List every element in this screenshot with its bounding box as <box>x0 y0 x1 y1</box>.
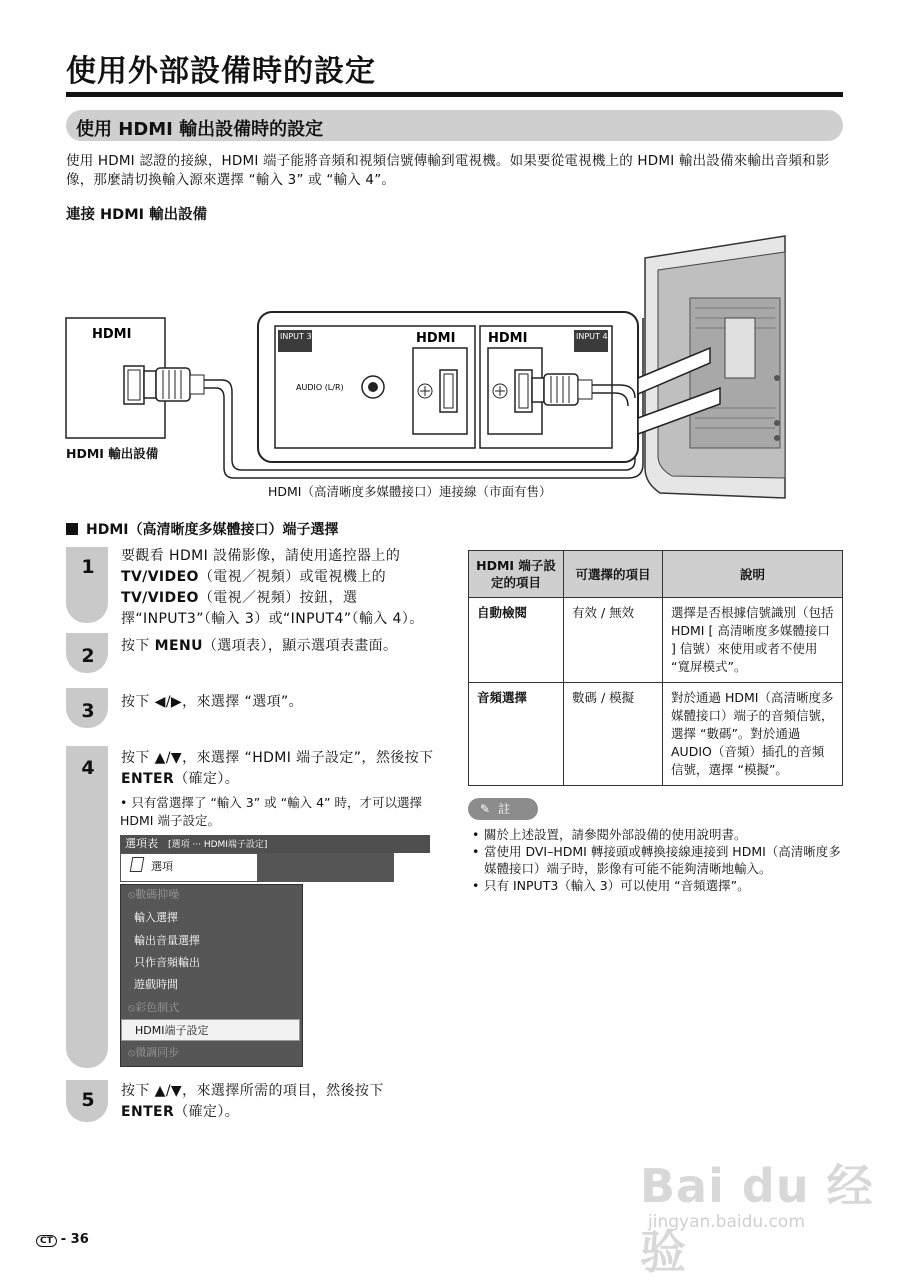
step-4-text: 按下 ▲/▼，來選擇 “HDMI 端子設定”，然後按下 ENTER（確定）。 <box>121 750 434 787</box>
table-row <box>469 598 843 683</box>
step-4-number: 4 <box>81 757 95 779</box>
table-row <box>469 683 843 786</box>
connection-subhead: 連接 HDMI 輸出設備 <box>66 207 208 223</box>
step-1-text: 要觀看 HDMI 設備影像，請使用遙控器上的 TV/VIDEO（電視／視頻）或電視機上的 TV/VIDEO（電視／視頻）按鈕，選擇“INPUT3”（輸入 3）或“INPUT4”（輸入 4）。 <box>121 548 424 627</box>
hdmi-connection-diagram <box>60 228 790 503</box>
page-number: 36 <box>70 1232 89 1247</box>
step-2-text: 按下 MENU（選項表），顯示選項表畫面。 <box>121 638 398 654</box>
watermark-brand: Bai du 经验 <box>640 1159 874 1279</box>
osd-tab-options[interactable]: 選項 <box>121 854 257 879</box>
osd-item-game-time[interactable]: 遊戲時間 <box>134 978 178 991</box>
table-cell: 選擇是否根據信號識別（包括 HDMI [ 高清晰度多媒體接口 ] 信號）來使用或者不使用 “寬屏模式”。 <box>663 598 843 683</box>
table-header-options: 可選擇的項目 <box>564 551 663 598</box>
step-2-number: 2 <box>81 645 95 667</box>
step-5-text: 按下 ▲/▼，來選擇所需的項目，然後按下 ENTER（確定）。 <box>121 1083 384 1120</box>
step-3-number: 3 <box>81 700 95 722</box>
osd-menu-titlebar: 選項表 [選項 ··· HDMI端子設定] <box>120 835 430 853</box>
list-item: • 只有 INPUT3（輸入 3）可以使用 “音頻選擇”。 <box>472 877 852 894</box>
intro-paragraph: 使用 HDMI 認證的接線，HDMI 端子能將音頻和視頻信號傳輸到電視機。如果要從電視機上的 HDMI 輸出設備來輸出音頻和影像，那麼請切換輸入源來選擇 “輸入 3” 或 “輸入 4”。 <box>66 153 830 188</box>
table-header-item: HDMI 端子設定的項目 <box>469 551 564 598</box>
ct-badge: CT <box>36 1235 57 1247</box>
osd-item-noise-reduction: ⦸數碼抑噪 <box>128 888 180 901</box>
osd-item-audio-only[interactable]: 只作音頻輸出 <box>134 956 200 969</box>
cable-caption: HDMI（高清晰度多媒體接口）連接線（市面有售） <box>268 484 552 499</box>
title-rule <box>66 92 843 97</box>
table-cell: 數碼 / 模擬 <box>564 683 663 786</box>
watermark-url: jingyan.baidu.com <box>648 1212 805 1232</box>
note-pad-icon <box>130 857 145 872</box>
hdmi-settings-table <box>468 550 843 786</box>
osd-item-output-volume[interactable]: 輸出音量選擇 <box>134 934 200 947</box>
table-cell: 對於通過 HDMI（高清晰度多媒體接口）端子的音頻信號，選擇 “數碼”。對於通過 AUDIO（音頻）插孔的音頻信號，選擇 “模擬”。 <box>663 683 843 786</box>
section-title: 使用 HDMI 輸出設備時的設定 <box>76 119 324 140</box>
osd-item-fine-sync: ⦸微調同步 <box>128 1046 180 1059</box>
step-1-number: 1 <box>81 556 95 578</box>
list-item: • 當使用 DVI–HDMI 轉接頭或轉換接線連接到 HDMI（高清晰度多媒體接口）端子時，影像有可能不能夠清晰地輸入。 <box>472 843 852 877</box>
step-3-text: 按下 ◀/▶，來選擇 “選項”。 <box>121 694 304 710</box>
list-item: • 關於上述設置，請參閱外部設備的使用說明書。 <box>472 826 852 843</box>
table-cell: 音頻選擇 <box>469 683 564 786</box>
hdmi-logo-panel3: HDMI <box>416 331 456 346</box>
osd-item-hdmi-setting[interactable]: HDMI端子設定 <box>121 1019 300 1041</box>
notes-list <box>472 826 852 894</box>
hdmi-logo-left: HDMI <box>92 327 132 342</box>
table-cell: 有效 / 無效 <box>564 598 663 683</box>
osd-tab-empty <box>257 853 393 881</box>
step-5-number: 5 <box>81 1089 95 1111</box>
input4-label: INPUT 4 <box>576 332 608 341</box>
input3-label: INPUT 3 <box>280 332 312 341</box>
table-header-row <box>469 551 843 598</box>
disabled-icon: ⦸ <box>128 1046 136 1059</box>
square-bullet-icon <box>66 523 78 535</box>
page-footer: CT - 36 <box>36 1232 89 1247</box>
page-title: 使用外部設備時的設定 <box>66 54 376 89</box>
disabled-icon: ⦸ <box>128 888 136 901</box>
disabled-icon: ⦸ <box>128 1001 136 1014</box>
table-cell: 自動檢閱 <box>469 598 564 683</box>
table-header-description: 說明 <box>663 551 843 598</box>
terminal-selection-heading: HDMI（高清晰度多媒體接口）端子選擇 <box>66 519 338 539</box>
osd-item-color-system: ⦸彩色制式 <box>128 1001 180 1014</box>
note-badge: ✎ 註 <box>468 798 538 820</box>
hdmi-logo-panel4: HDMI <box>488 331 528 346</box>
osd-item-input-select[interactable]: 輸入選擇 <box>134 911 178 924</box>
step-4-note: • 只有當選擇了 “輸入 3” 或 “輸入 4” 時，才可以選擇 HDMI 端子設定。 <box>120 795 423 828</box>
pencil-icon: ✎ <box>480 802 491 816</box>
audio-lr-label: AUDIO (L/R) <box>296 383 344 392</box>
step-4-bar <box>66 746 108 1068</box>
device-label: HDMI 輸出設備 <box>66 446 159 461</box>
